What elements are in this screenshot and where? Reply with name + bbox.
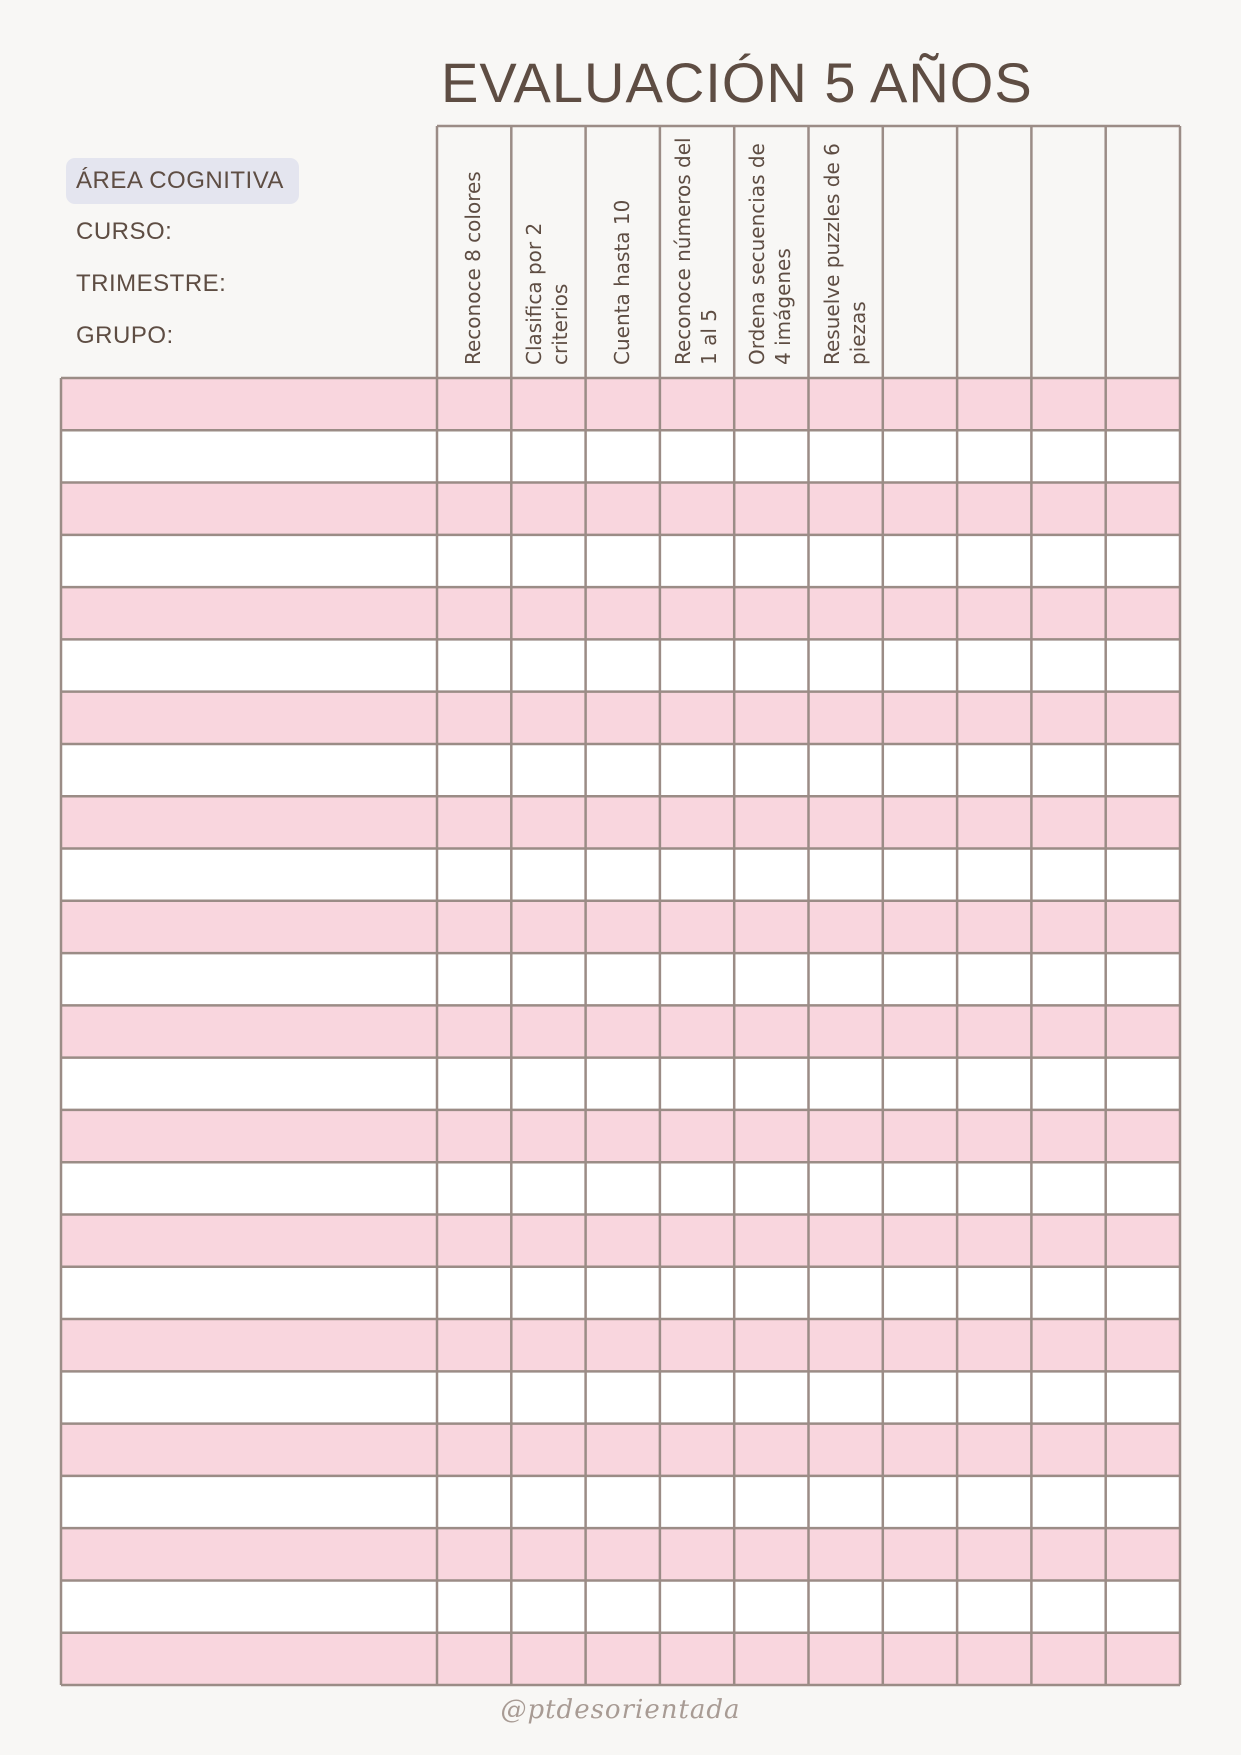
column-header-label: Resuelve puzzles de 6 piezas bbox=[819, 143, 870, 365]
table-row[interactable] bbox=[61, 849, 1180, 901]
table-row[interactable] bbox=[61, 1424, 1180, 1476]
table-row[interactable] bbox=[61, 483, 1180, 535]
column-header-label: Reconoce números del 1 al 5 bbox=[671, 137, 722, 365]
table-row[interactable] bbox=[61, 1633, 1180, 1685]
table-row[interactable] bbox=[61, 1267, 1180, 1319]
table-row[interactable] bbox=[61, 1476, 1180, 1528]
trimestre-label: TRIMESTRE: bbox=[76, 270, 227, 297]
column-header bbox=[659, 125, 733, 377]
table-row[interactable] bbox=[61, 901, 1180, 953]
table-row[interactable] bbox=[61, 1580, 1180, 1632]
column-header bbox=[585, 125, 659, 377]
table-row[interactable] bbox=[61, 1005, 1180, 1057]
footer-handle: @ptdesorientada bbox=[500, 1695, 741, 1725]
table-row[interactable] bbox=[61, 1162, 1180, 1214]
table-row[interactable] bbox=[61, 1110, 1180, 1162]
table-row[interactable] bbox=[61, 639, 1180, 691]
column-header bbox=[510, 125, 584, 377]
column-header bbox=[1105, 125, 1179, 377]
column-header bbox=[808, 125, 882, 377]
column-header-label: Reconoce 8 colores bbox=[461, 171, 486, 365]
table-row[interactable] bbox=[61, 796, 1180, 848]
table-row[interactable] bbox=[61, 1371, 1180, 1423]
column-header-label: Ordena secuencias de 4 imágenes bbox=[745, 143, 796, 365]
grupo-label: GRUPO: bbox=[76, 322, 174, 349]
table-row[interactable] bbox=[61, 430, 1180, 482]
column-header-label: Cuenta hasta 10 bbox=[609, 199, 634, 365]
table-row[interactable] bbox=[61, 1214, 1180, 1266]
column-header-label: Clasifica por 2 criterios bbox=[522, 222, 573, 365]
table-row[interactable] bbox=[61, 1319, 1180, 1371]
area-badge: ÁREA COGNITIVA bbox=[66, 158, 299, 204]
table-row[interactable] bbox=[61, 744, 1180, 796]
column-header bbox=[956, 125, 1030, 377]
table-row[interactable] bbox=[61, 1528, 1180, 1580]
table-row[interactable] bbox=[61, 378, 1180, 430]
column-header bbox=[436, 125, 510, 377]
curso-label: CURSO: bbox=[76, 218, 173, 245]
table-row[interactable] bbox=[61, 692, 1180, 744]
table-row[interactable] bbox=[61, 1058, 1180, 1110]
column-header bbox=[1030, 125, 1104, 377]
table-row[interactable] bbox=[61, 535, 1180, 587]
table-row[interactable] bbox=[61, 953, 1180, 1005]
column-header bbox=[882, 125, 956, 377]
column-header bbox=[733, 125, 807, 377]
page-title: EVALUACIÓN 5 AÑOS bbox=[441, 51, 1033, 114]
table-row[interactable] bbox=[61, 587, 1180, 639]
